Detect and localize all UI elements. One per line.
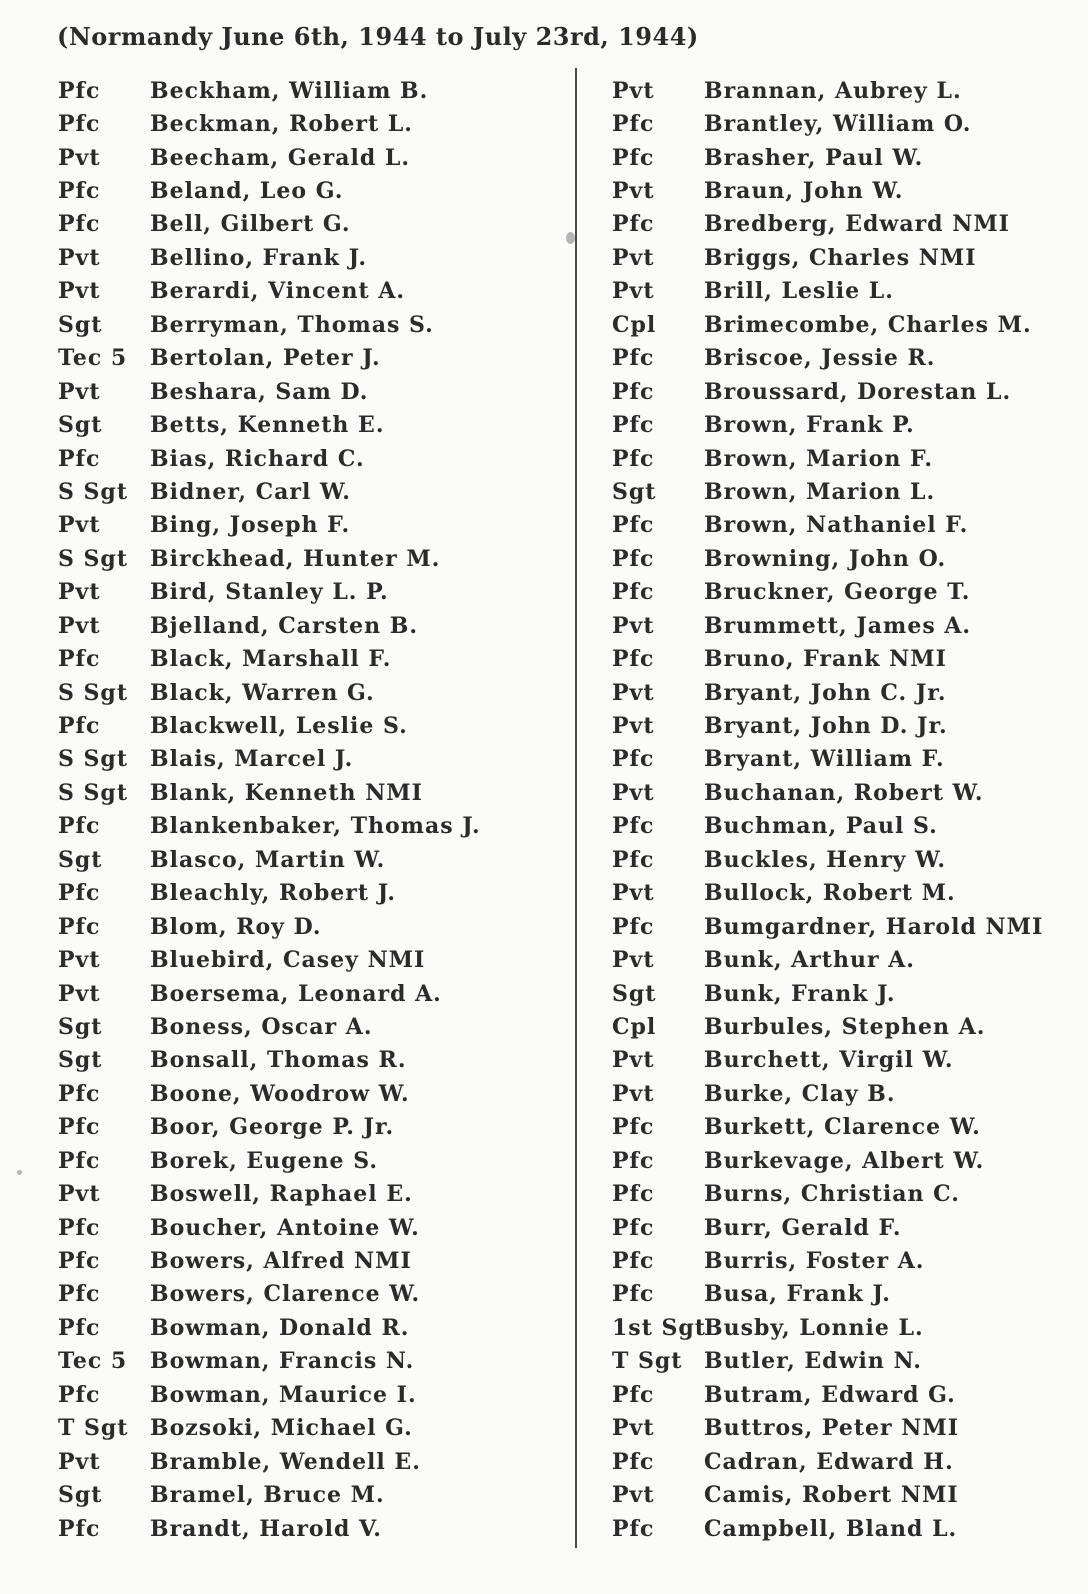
- soldier-name: Brannan, Aubrey L.: [704, 77, 962, 104]
- rank-label: Pvt: [612, 244, 655, 271]
- soldier-name: Burbules, Stephen A.: [704, 1013, 986, 1040]
- soldier-name: Bird, Stanley L. P.: [150, 579, 389, 606]
- rank-label: Pfc: [58, 211, 101, 238]
- rank-label: Sgt: [612, 478, 657, 505]
- soldier-name: Brill, Leslie L.: [704, 278, 894, 305]
- roster-entry: [58, 408, 481, 441]
- roster-entry: [58, 1512, 481, 1545]
- rank-label: Pfc: [58, 880, 101, 907]
- rank-label: S Sgt: [58, 746, 128, 773]
- roster-entry: [58, 709, 481, 742]
- rank-label: Pfc: [58, 813, 101, 840]
- rank-label: Pfc: [612, 111, 655, 138]
- roster-entry: [612, 509, 1043, 542]
- roster-entry: [612, 375, 1043, 408]
- rank-label: 1st Sgt: [612, 1314, 706, 1341]
- roster-entry: [612, 1010, 1043, 1043]
- roster-entry: [58, 1144, 481, 1177]
- soldier-name: Bowers, Alfred NMI: [150, 1248, 412, 1275]
- rank-label: S Sgt: [58, 779, 128, 806]
- rank-label: Pfc: [612, 1248, 655, 1275]
- rank-label: Pvt: [612, 278, 655, 305]
- rank-label: Pvt: [612, 178, 655, 205]
- roster-right-column: [612, 74, 1043, 1545]
- rank-label: Cpl: [612, 311, 657, 338]
- rank-label: Cpl: [612, 1013, 657, 1040]
- rank-label: Pfc: [58, 1281, 101, 1308]
- rank-label: S Sgt: [58, 478, 128, 505]
- soldier-name: Butler, Edwin N.: [704, 1348, 922, 1375]
- roster-entry: [58, 1445, 481, 1478]
- rank-label: Pvt: [58, 144, 101, 171]
- soldier-name: Blackwell, Leslie S.: [150, 713, 408, 740]
- soldier-name: Bruno, Frank NMI: [704, 646, 947, 673]
- soldier-name: Brown, Marion F.: [704, 445, 934, 472]
- roster-entry: [612, 1177, 1043, 1210]
- rank-label: Pvt: [612, 1047, 655, 1074]
- soldier-name: Blasco, Martin W.: [150, 846, 386, 873]
- roster-entry: [58, 308, 481, 341]
- roster-left-column: [58, 74, 481, 1545]
- soldier-name: Brown, Nathaniel F.: [704, 512, 969, 539]
- roster-entry: [58, 107, 481, 140]
- rank-label: Pfc: [612, 813, 655, 840]
- roster-entry: [612, 943, 1043, 976]
- rank-label: Pfc: [58, 1515, 101, 1542]
- roster-entry: [612, 1111, 1043, 1144]
- soldier-name: Boucher, Antoine W.: [150, 1214, 420, 1241]
- rank-label: Sgt: [612, 980, 657, 1007]
- roster-entry: [612, 1445, 1043, 1478]
- rank-label: Pvt: [612, 1415, 655, 1442]
- paper-speck: [566, 232, 575, 244]
- soldier-name: Bell, Gilbert G.: [150, 211, 351, 238]
- rank-label: Pfc: [58, 913, 101, 940]
- roster-entry: [58, 1177, 481, 1210]
- rank-label: Pfc: [58, 178, 101, 205]
- rank-label: Pvt: [58, 244, 101, 271]
- soldier-name: Berryman, Thomas S.: [150, 311, 434, 338]
- soldier-name: Bryant, William F.: [704, 746, 945, 773]
- rank-label: Pvt: [612, 779, 655, 806]
- roster-entry: [612, 1278, 1043, 1311]
- rank-label: Pvt: [612, 713, 655, 740]
- soldier-name: Bunk, Arthur A.: [704, 947, 915, 974]
- roster-entry: [612, 1211, 1043, 1244]
- soldier-name: Buckles, Henry W.: [704, 846, 947, 873]
- soldier-name: Bumgardner, Harold NMI: [704, 913, 1044, 940]
- soldier-name: Black, Marshall F.: [150, 646, 392, 673]
- rank-label: Pfc: [612, 1181, 655, 1208]
- soldier-name: Blankenbaker, Thomas J.: [150, 813, 481, 840]
- rank-label: Pvt: [58, 579, 101, 606]
- roster-entry: [612, 1345, 1043, 1378]
- rank-label: Sgt: [58, 412, 103, 439]
- roster-entry: [58, 141, 481, 174]
- roster-entry: [58, 1278, 481, 1311]
- rank-label: Tec 5: [58, 1348, 128, 1375]
- rank-label: Pfc: [612, 345, 655, 372]
- soldier-name: Bowers, Clarence W.: [150, 1281, 421, 1308]
- rank-label: Pfc: [612, 1114, 655, 1141]
- roster-entry: [58, 275, 481, 308]
- soldier-name: Bertolan, Peter J.: [150, 345, 381, 372]
- roster-entry: [58, 642, 481, 675]
- soldier-name: Buchman, Paul S.: [704, 813, 938, 840]
- roster-entry: [58, 843, 481, 876]
- roster-entry: [58, 910, 481, 943]
- soldier-name: Boswell, Raphael E.: [150, 1181, 413, 1208]
- soldier-name: Busa, Frank J.: [704, 1281, 891, 1308]
- roster-entry: [58, 174, 481, 207]
- soldier-name: Bluebird, Casey NMI: [150, 947, 426, 974]
- rank-label: Pfc: [612, 1515, 655, 1542]
- roster-entry: [58, 1412, 481, 1445]
- rank-label: Pfc: [58, 1214, 101, 1241]
- rank-label: T Sgt: [612, 1348, 683, 1375]
- rank-label: Pfc: [58, 646, 101, 673]
- roster-entry: [58, 810, 481, 843]
- rank-label: Pfc: [58, 1114, 101, 1141]
- rank-label: Pfc: [612, 512, 655, 539]
- soldier-name: Briggs, Charles NMI: [704, 244, 977, 271]
- rank-label: Pfc: [612, 1281, 655, 1308]
- soldier-name: Brandt, Harold V.: [150, 1515, 382, 1542]
- rank-label: Pfc: [58, 713, 101, 740]
- roster-entry: [58, 877, 481, 910]
- soldier-name: Boor, George P. Jr.: [150, 1114, 395, 1141]
- rank-label: Pfc: [58, 1381, 101, 1408]
- roster-entry: [58, 676, 481, 709]
- rank-label: Tec 5: [58, 345, 128, 372]
- rank-label: Pfc: [58, 1080, 101, 1107]
- soldier-name: Burris, Foster A.: [704, 1248, 925, 1275]
- rank-label: Pfc: [612, 846, 655, 873]
- roster-entry: [612, 1311, 1043, 1344]
- soldier-name: Blank, Kenneth NMI: [150, 779, 423, 806]
- rank-label: Pfc: [612, 646, 655, 673]
- roster-entry: [58, 609, 481, 642]
- roster-entry: [58, 442, 481, 475]
- rank-label: Pfc: [612, 579, 655, 606]
- soldier-name: Burchett, Virgil W.: [704, 1047, 954, 1074]
- soldier-name: Beckham, William B.: [150, 77, 429, 104]
- soldier-name: Busby, Lonnie L.: [704, 1314, 924, 1341]
- roster-entry: [58, 1044, 481, 1077]
- rank-label: Sgt: [58, 1482, 103, 1509]
- roster-entry: [612, 208, 1043, 241]
- soldier-name: Brimecombe, Charles M.: [704, 311, 1032, 338]
- roster-entry: [58, 208, 481, 241]
- rank-label: Pvt: [612, 1482, 655, 1509]
- rank-label: Pfc: [612, 412, 655, 439]
- rank-label: Pfc: [58, 445, 101, 472]
- roster-entry: [612, 1412, 1043, 1445]
- soldier-name: Burns, Christian C.: [704, 1181, 960, 1208]
- roster-entry: [58, 475, 481, 508]
- rank-label: Pvt: [612, 612, 655, 639]
- roster-entry: [612, 877, 1043, 910]
- soldier-name: Campbell, Bland L.: [704, 1515, 958, 1542]
- soldier-name: Bidner, Carl W.: [150, 478, 351, 505]
- rank-label: Pfc: [58, 1314, 101, 1341]
- soldier-name: Burkevage, Albert W.: [704, 1147, 985, 1174]
- soldier-name: Beshara, Sam D.: [150, 378, 369, 405]
- rank-label: Pvt: [58, 278, 101, 305]
- soldier-name: Burr, Gerald F.: [704, 1214, 902, 1241]
- page-title: (Normandy June 6th, 1944 to July 23rd, 1944): [57, 22, 699, 51]
- soldier-name: Brown, Frank P.: [704, 412, 915, 439]
- soldier-name: Beckman, Robert L.: [150, 111, 413, 138]
- soldier-name: Blom, Roy D.: [150, 913, 322, 940]
- roster-entry: [612, 843, 1043, 876]
- soldier-name: Bozsoki, Michael G.: [150, 1415, 413, 1442]
- soldier-name: Beland, Leo G.: [150, 178, 344, 205]
- rank-label: Pfc: [58, 111, 101, 138]
- rank-label: Pfc: [58, 1248, 101, 1275]
- soldier-name: Bruckner, George T.: [704, 579, 971, 606]
- soldier-name: Camis, Robert NMI: [704, 1482, 959, 1509]
- roster-entry: [612, 74, 1043, 107]
- roster-entry: [58, 776, 481, 809]
- paper-speck: [17, 1170, 22, 1175]
- column-divider: [575, 68, 577, 1548]
- soldier-name: Brummett, James A.: [704, 612, 972, 639]
- rank-label: Pfc: [612, 144, 655, 171]
- soldier-name: Bleachly, Robert J.: [150, 880, 397, 907]
- soldier-name: Bonsall, Thomas R.: [150, 1047, 407, 1074]
- soldier-name: Bredberg, Edward NMI: [704, 211, 1010, 238]
- roster-entry: [58, 943, 481, 976]
- soldier-name: Bing, Joseph F.: [150, 512, 351, 539]
- rank-label: Pvt: [612, 880, 655, 907]
- rank-label: Pfc: [612, 1448, 655, 1475]
- soldier-name: Birckhead, Hunter M.: [150, 545, 441, 572]
- roster-entry: [58, 74, 481, 107]
- soldier-name: Burkett, Clarence W.: [704, 1114, 981, 1141]
- rank-label: Pfc: [612, 1381, 655, 1408]
- rank-label: Pvt: [58, 512, 101, 539]
- rank-label: Sgt: [58, 311, 103, 338]
- roster-entry: [58, 241, 481, 274]
- rank-label: Pvt: [58, 612, 101, 639]
- roster-entry: [612, 308, 1043, 341]
- soldier-name: Boness, Oscar A.: [150, 1013, 373, 1040]
- soldier-name: Burke, Clay B.: [704, 1080, 896, 1107]
- roster-entry: [612, 1478, 1043, 1511]
- soldier-name: Bryant, John D. Jr.: [704, 713, 948, 740]
- rank-label: Pfc: [612, 445, 655, 472]
- roster-entry: [58, 743, 481, 776]
- rank-label: Pvt: [612, 77, 655, 104]
- soldier-name: Browning, John O.: [704, 545, 947, 572]
- roster-entry: [612, 676, 1043, 709]
- soldier-name: Cadran, Edward H.: [704, 1448, 954, 1475]
- rank-label: Pvt: [58, 1181, 101, 1208]
- rank-label: Pvt: [58, 980, 101, 1007]
- roster-entry: [612, 174, 1043, 207]
- roster-entry: [58, 509, 481, 542]
- rank-label: T Sgt: [58, 1415, 129, 1442]
- rank-label: Pfc: [612, 1147, 655, 1174]
- roster-entry: [58, 342, 481, 375]
- soldier-name: Bryant, John C. Jr.: [704, 679, 947, 706]
- rank-label: Pvt: [612, 947, 655, 974]
- roster-entry: [612, 609, 1043, 642]
- roster-entry: [58, 576, 481, 609]
- roster-entry: [58, 1378, 481, 1411]
- roster-entry: [612, 1244, 1043, 1277]
- rank-label: Pvt: [612, 679, 655, 706]
- roster-entry: [612, 475, 1043, 508]
- soldier-name: Broussard, Dorestan L.: [704, 378, 1012, 405]
- rank-label: Sgt: [58, 846, 103, 873]
- soldier-name: Bjelland, Carsten B.: [150, 612, 419, 639]
- roster-entry: [612, 141, 1043, 174]
- roster-entry: [612, 408, 1043, 441]
- soldier-name: Betts, Kenneth E.: [150, 412, 385, 439]
- roster-entry: [612, 1044, 1043, 1077]
- soldier-name: Boersema, Leonard A.: [150, 980, 442, 1007]
- roster-entry: [612, 107, 1043, 140]
- soldier-name: Beecham, Gerald L.: [150, 144, 410, 171]
- roster-entry: [612, 642, 1043, 675]
- roster-entry: [612, 810, 1043, 843]
- rank-label: Pfc: [612, 913, 655, 940]
- soldier-name: Bramel, Bruce M.: [150, 1482, 385, 1509]
- roster-entry: [58, 1478, 481, 1511]
- soldier-name: Brown, Marion L.: [704, 478, 936, 505]
- roster-entry: [58, 1345, 481, 1378]
- roster-entry: [58, 1111, 481, 1144]
- soldier-name: Bullock, Robert M.: [704, 880, 956, 907]
- roster-entry: [612, 1077, 1043, 1110]
- soldier-name: Bunk, Frank J.: [704, 980, 896, 1007]
- roster-entry: [612, 709, 1043, 742]
- rank-label: S Sgt: [58, 545, 128, 572]
- roster-entry: [58, 1077, 481, 1110]
- roster-entry: [58, 1311, 481, 1344]
- roster-entry: [612, 910, 1043, 943]
- soldier-name: Butram, Edward G.: [704, 1381, 956, 1408]
- soldier-name: Blais, Marcel J.: [150, 746, 354, 773]
- roster-entry: [612, 977, 1043, 1010]
- soldier-name: Brasher, Paul W.: [704, 144, 924, 171]
- rank-label: Pfc: [58, 1147, 101, 1174]
- rank-label: Pfc: [612, 378, 655, 405]
- soldier-name: Braun, John W.: [704, 178, 904, 205]
- soldier-name: Buchanan, Robert W.: [704, 779, 984, 806]
- roster-entry: [612, 342, 1043, 375]
- rank-label: Pvt: [58, 378, 101, 405]
- soldier-name: Bramble, Wendell E.: [150, 1448, 421, 1475]
- roster-entry: [58, 977, 481, 1010]
- roster-entry: [58, 375, 481, 408]
- rank-label: Pfc: [612, 211, 655, 238]
- rank-label: Sgt: [58, 1047, 103, 1074]
- rank-label: Sgt: [58, 1013, 103, 1040]
- rank-label: Pfc: [612, 545, 655, 572]
- soldier-name: Black, Warren G.: [150, 679, 375, 706]
- soldier-name: Buttros, Peter NMI: [704, 1415, 959, 1442]
- rank-label: Pvt: [58, 947, 101, 974]
- rank-label: Pvt: [58, 1448, 101, 1475]
- roster-entry: [58, 1010, 481, 1043]
- roster-entry: [58, 542, 481, 575]
- roster-entry: [612, 275, 1043, 308]
- roster-entry: [612, 776, 1043, 809]
- soldier-name: Briscoe, Jessie R.: [704, 345, 936, 372]
- soldier-name: Bowman, Maurice I.: [150, 1381, 417, 1408]
- roster-entry: [612, 743, 1043, 776]
- roster-entry: [612, 442, 1043, 475]
- soldier-name: Bellino, Frank J.: [150, 244, 367, 271]
- roster-entry: [612, 1144, 1043, 1177]
- soldier-name: Bias, Richard C.: [150, 445, 365, 472]
- rank-label: Pfc: [612, 1214, 655, 1241]
- soldier-name: Boone, Woodrow W.: [150, 1080, 410, 1107]
- roster-entry: [612, 576, 1043, 609]
- rank-label: Pvt: [612, 1080, 655, 1107]
- soldier-name: Bowman, Francis N.: [150, 1348, 415, 1375]
- roster-entry: [612, 241, 1043, 274]
- roster-entry: [612, 542, 1043, 575]
- roster-entry: [612, 1512, 1043, 1545]
- soldier-name: Borek, Eugene S.: [150, 1147, 378, 1174]
- rank-label: Pfc: [612, 746, 655, 773]
- rank-label: Pfc: [58, 77, 101, 104]
- soldier-name: Berardi, Vincent A.: [150, 278, 406, 305]
- rank-label: S Sgt: [58, 679, 128, 706]
- roster-entry: [612, 1378, 1043, 1411]
- roster-entry: [58, 1211, 481, 1244]
- soldier-name: Bowman, Donald R.: [150, 1314, 410, 1341]
- roster-entry: [58, 1244, 481, 1277]
- soldier-name: Brantley, William O.: [704, 111, 972, 138]
